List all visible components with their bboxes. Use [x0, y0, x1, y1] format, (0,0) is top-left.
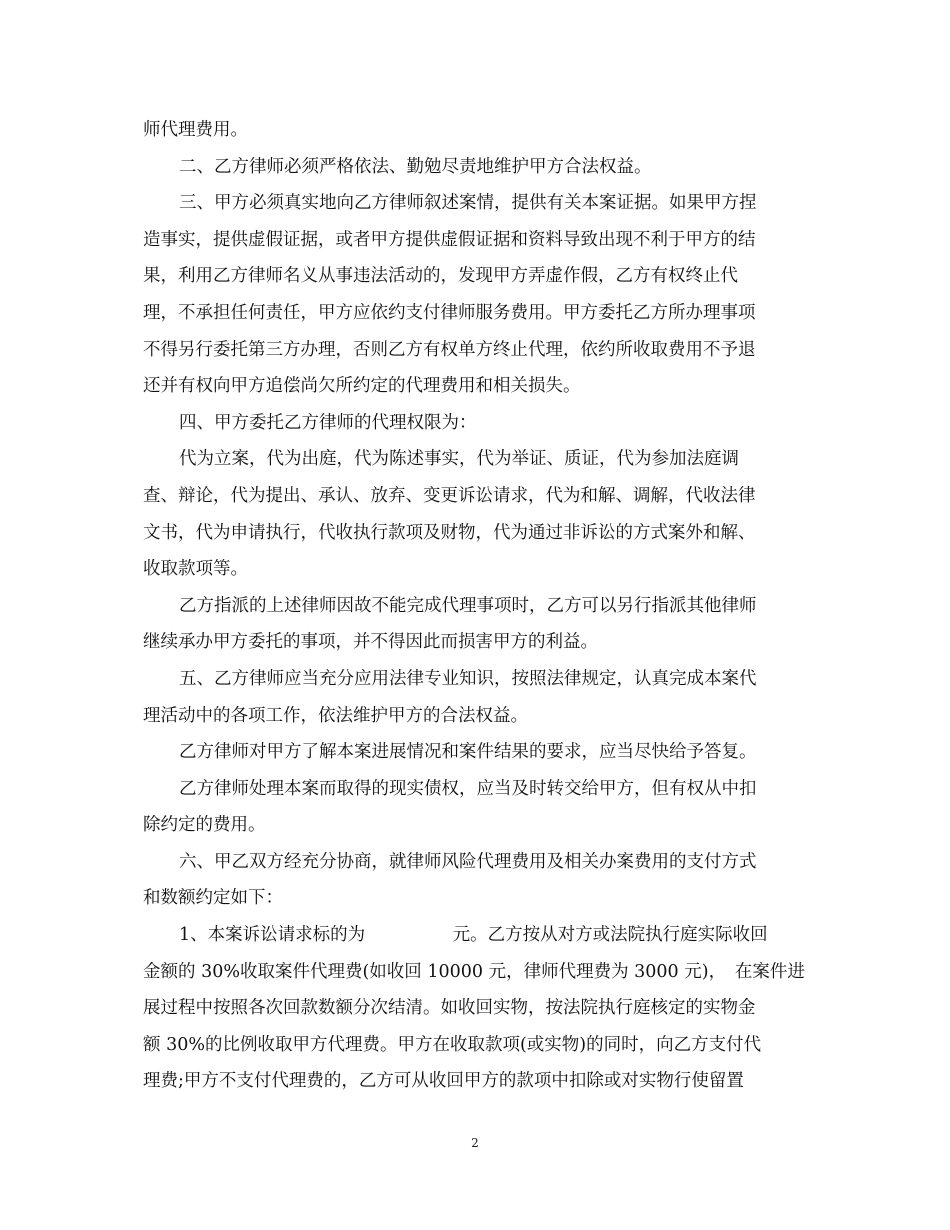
text-line: 代为立案，代为出庭，代为陈述事实，代为举证、质证，代为参加法庭调: [179, 449, 739, 470]
text-line: 六、甲乙双方经充分协商，就律师风险代理费用及相关办案费用的支付方式: [179, 851, 757, 872]
text-line: 除约定的费用。: [143, 815, 266, 836]
text-line: 和数额约定如下：: [143, 888, 283, 909]
text-line: 收取款项等。: [143, 559, 248, 580]
text-line: 三、甲方必须真实地向乙方律师叙述案情，提供有关本案证据。如果甲方捏: [179, 193, 757, 214]
text-line: 金额的 30%收取案件代理费(如收回 10000 元，律师代理费为 3000 元)， 在案件进: [143, 961, 805, 982]
text-line: 二、乙方律师必须严格依法、勤勉尽责地维护甲方合法权益。: [179, 156, 652, 177]
text-line: 继续承办甲方委托的事项，并不得因此而损害甲方的利益。: [143, 632, 598, 653]
text-line: 理，不承担任何责任，甲方应依约支付律师服务费用。甲方委托乙方所办理事项: [143, 302, 756, 323]
text-line: 乙方律师处理本案而取得的现实债权，应当及时转交给甲方，但有权从中扣: [179, 778, 757, 799]
text-line: 理费;甲方不支付代理费的，乙方可从收回甲方的款项中扣除或对实物行使留置: [143, 1071, 744, 1092]
text-line: 果，利用乙方律师名义从事违法活动的，发现甲方弄虚作假，乙方有权终止代: [143, 266, 738, 287]
text-line: 理活动中的各项工作，依法维护甲方的合法权益。: [143, 705, 528, 726]
document-body: [143, 112, 815, 1100]
text-line: 展过程中按照各次回款数额分次结清。如收回实物，按法院执行庭核定的实物金: [143, 998, 756, 1019]
text-line: 乙方律师对甲方了解本案进展情况和案件结果的要求，应当尽快给予答复。: [179, 742, 757, 763]
text-line: 乙方指派的上述律师因故不能完成代理事项时，乙方可以另行指派其他律师: [179, 595, 757, 616]
text-line: 造事实，提供虚假证据，或者甲方提供虚假证据和资料导致出现不利于甲方的结: [143, 229, 756, 250]
text-line: 1、本案诉讼请求标的为 元。乙方按从对方或法院执行庭实际收回: [179, 925, 768, 946]
text-line: 还并有权向甲方追偿尚欠所约定的代理费用和相关损失。: [143, 376, 581, 397]
text-line: 文书，代为申请执行，代收执行款项及财物，代为通过非诉讼的方式案外和解、: [143, 522, 756, 543]
text-line: 不得另行委托第三方办理，否则乙方有权单方终止代理，依约所收取费用不予退: [143, 339, 756, 360]
text-line: 额 30%的比例收取甲方代理费。甲方在收取款项(或实物)的同时，向乙方支付代: [143, 1034, 762, 1055]
text-line: 师代理费用。: [143, 120, 248, 140]
text-line: 查、辩论，代为提出、承认、放弃、变更诉讼请求，代为和解、调解，代收法律: [143, 485, 756, 506]
text-line: 四、甲方委托乙方律师的代理权限为：: [179, 412, 477, 433]
page-number: 2: [471, 1136, 479, 1150]
text-line: 五、乙方律师应当充分应用法律专业知识，按照法律规定，认真完成本案代: [179, 668, 757, 689]
